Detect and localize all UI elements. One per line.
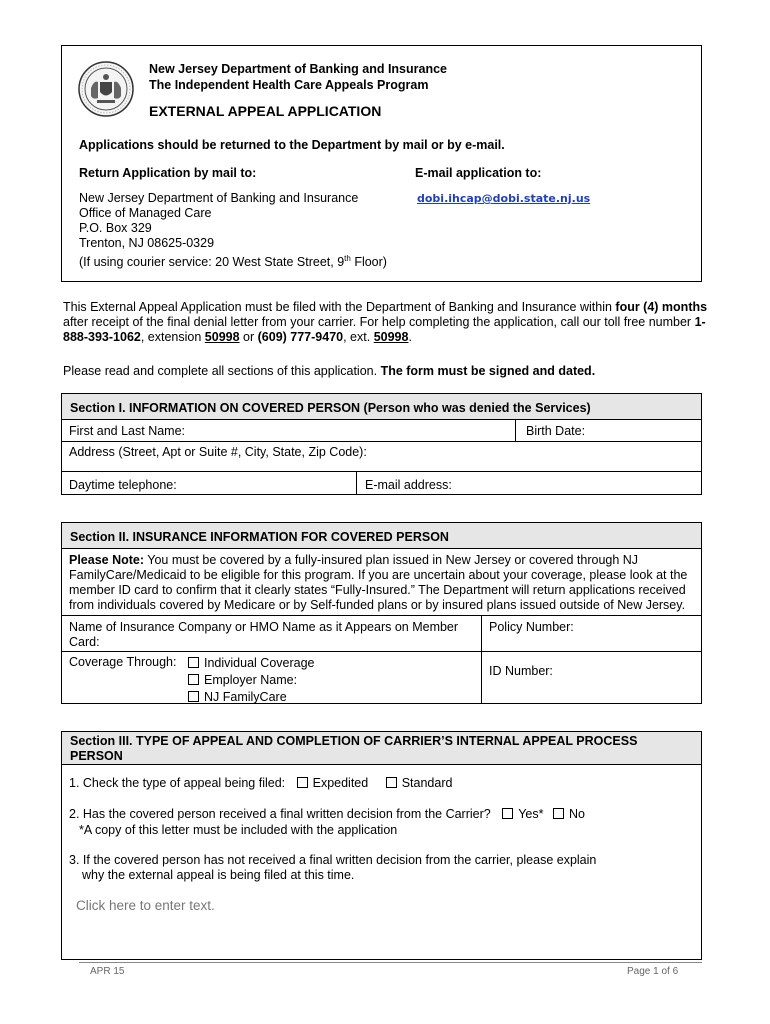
section2-title: Section II. INSURANCE INFORMATION FOR COVERED PERSON — [70, 530, 449, 544]
program-name: The Independent Health Care Appeals Program — [149, 78, 429, 92]
birth-date-label: Birth Date: — [526, 424, 586, 438]
section2-header — [61, 522, 702, 549]
address-label: Address (Street, Apt or Suite #, City, State, Zip Code): — [69, 445, 367, 459]
checkbox[interactable] — [188, 657, 199, 668]
explanation-text-input[interactable]: Click here to enter text. — [76, 898, 215, 913]
email-link[interactable]: dobi.ihcap@dobi.state.nj.us — [417, 192, 591, 205]
coverage-note — [61, 548, 702, 616]
no-option[interactable]: No — [553, 807, 585, 821]
coverage-option-individual[interactable]: Individual Coverage — [188, 655, 315, 672]
id-number-field[interactable] — [481, 651, 702, 704]
department-name: New Jersey Department of Banking and Insurance — [149, 62, 448, 76]
note-label: Please Note: — [69, 553, 145, 567]
checkbox[interactable] — [553, 808, 564, 819]
section3-header — [61, 731, 702, 765]
instructions: Please read and complete all sections of this application. The form must be signed and dated. — [63, 364, 596, 378]
coverage-option-employer[interactable]: Employer Name: — [188, 672, 315, 689]
email-label: E-mail address: — [365, 478, 452, 492]
name-label: First and Last Name: — [69, 424, 186, 438]
mailing-address — [79, 191, 387, 270]
footer-date: APR 15 — [90, 966, 125, 977]
telephone-field[interactable] — [61, 471, 357, 495]
courier-address: (If using courier service: 20 West State Street, 9th Floor) — [79, 254, 387, 270]
mail-heading: Return Application by mail to: — [79, 166, 257, 180]
section1-title: Section I. INFORMATION ON COVERED PERSON (Person who was denied the Services) — [70, 401, 591, 415]
form-title: EXTERNAL APPEAL APPLICATION — [149, 103, 382, 119]
question2: 2. Has the covered person received a final written decision from the Carrier? Yes* No — [69, 807, 585, 821]
coverage-through — [61, 651, 482, 704]
question1: 1. Check the type of appeal being filed: Expedited Standard — [69, 776, 453, 790]
insurer-name-field[interactable] — [61, 615, 482, 652]
question2-note: *A copy of this letter must be included with the application — [79, 823, 398, 837]
section1-header — [61, 393, 702, 420]
policy-label: Policy Number: — [489, 620, 574, 634]
nj-state-seal — [77, 60, 135, 118]
address-line: P.O. Box 329 — [79, 221, 152, 235]
birth-date-field[interactable] — [515, 419, 702, 442]
checkbox[interactable] — [386, 777, 397, 788]
page-number: Page 1 of 6 — [627, 966, 679, 977]
yes-option[interactable]: Yes* — [502, 807, 543, 821]
section3-title: Section III. TYPE OF APPEAL AND COMPLETION OF CARRIER’S INTERNAL APPEAL PROCESS PERSON — [70, 734, 638, 763]
question3-line2: why the external appeal is being filed at this time. — [82, 868, 355, 882]
address-line: Trenton, NJ 08625-0329 — [79, 236, 215, 250]
checkbox[interactable] — [502, 808, 513, 819]
coverage-option-familycare[interactable]: NJ FamilyCare — [188, 689, 315, 706]
address-field[interactable] — [61, 441, 702, 472]
return-note: Applications should be returned to the Department by mail or by e-mail. — [79, 138, 505, 152]
question3-line1: 3. If the covered person has not received a final written decision from the carrier, please explain — [69, 853, 597, 867]
note-text: You must be covered by a fully-insured plan issued in New Jersey or covered through NJ FamilyCare/Medicaid to be eligible for this program. If you are uncertain about your coverage, please look at the member ID card to confirm that it clearly states “Fully-Insured.” The Department will return applications received from individuals covered by Medicare or by Self-funded plans or by insured plans issued outside of New Jersey. — [69, 553, 688, 612]
coverage-label: Coverage Through: — [69, 655, 177, 669]
address-line: Office of Managed Care — [79, 206, 212, 220]
checkbox[interactable] — [188, 674, 199, 685]
email-field[interactable] — [356, 471, 702, 495]
policy-number-field[interactable] — [481, 615, 702, 652]
footer-divider — [79, 962, 702, 963]
checkbox[interactable] — [188, 691, 199, 702]
standard-option[interactable]: Standard — [386, 776, 453, 790]
address-line: New Jersey Department of Banking and Insurance — [79, 191, 359, 205]
intro-paragraph: This External Appeal Application must be filed with the Department of Banking and Insurance within four (4) months after receipt of the final denial letter from your carrier. For help completing the application, call our toll free number 1-888-393-1062, extension 50998 or (609) 777-9470, ext. 50998. — [63, 300, 708, 344]
expedited-option[interactable]: Expedited — [297, 776, 369, 790]
checkbox[interactable] — [297, 777, 308, 788]
telephone-label: Daytime telephone: — [69, 478, 177, 492]
id-label: ID Number: — [489, 664, 553, 678]
insurer-label: Name of Insurance Company or HMO Name as it Appears on Member Card: — [69, 620, 459, 649]
name-field[interactable] — [61, 419, 516, 442]
email-heading: E-mail application to: — [415, 166, 542, 180]
